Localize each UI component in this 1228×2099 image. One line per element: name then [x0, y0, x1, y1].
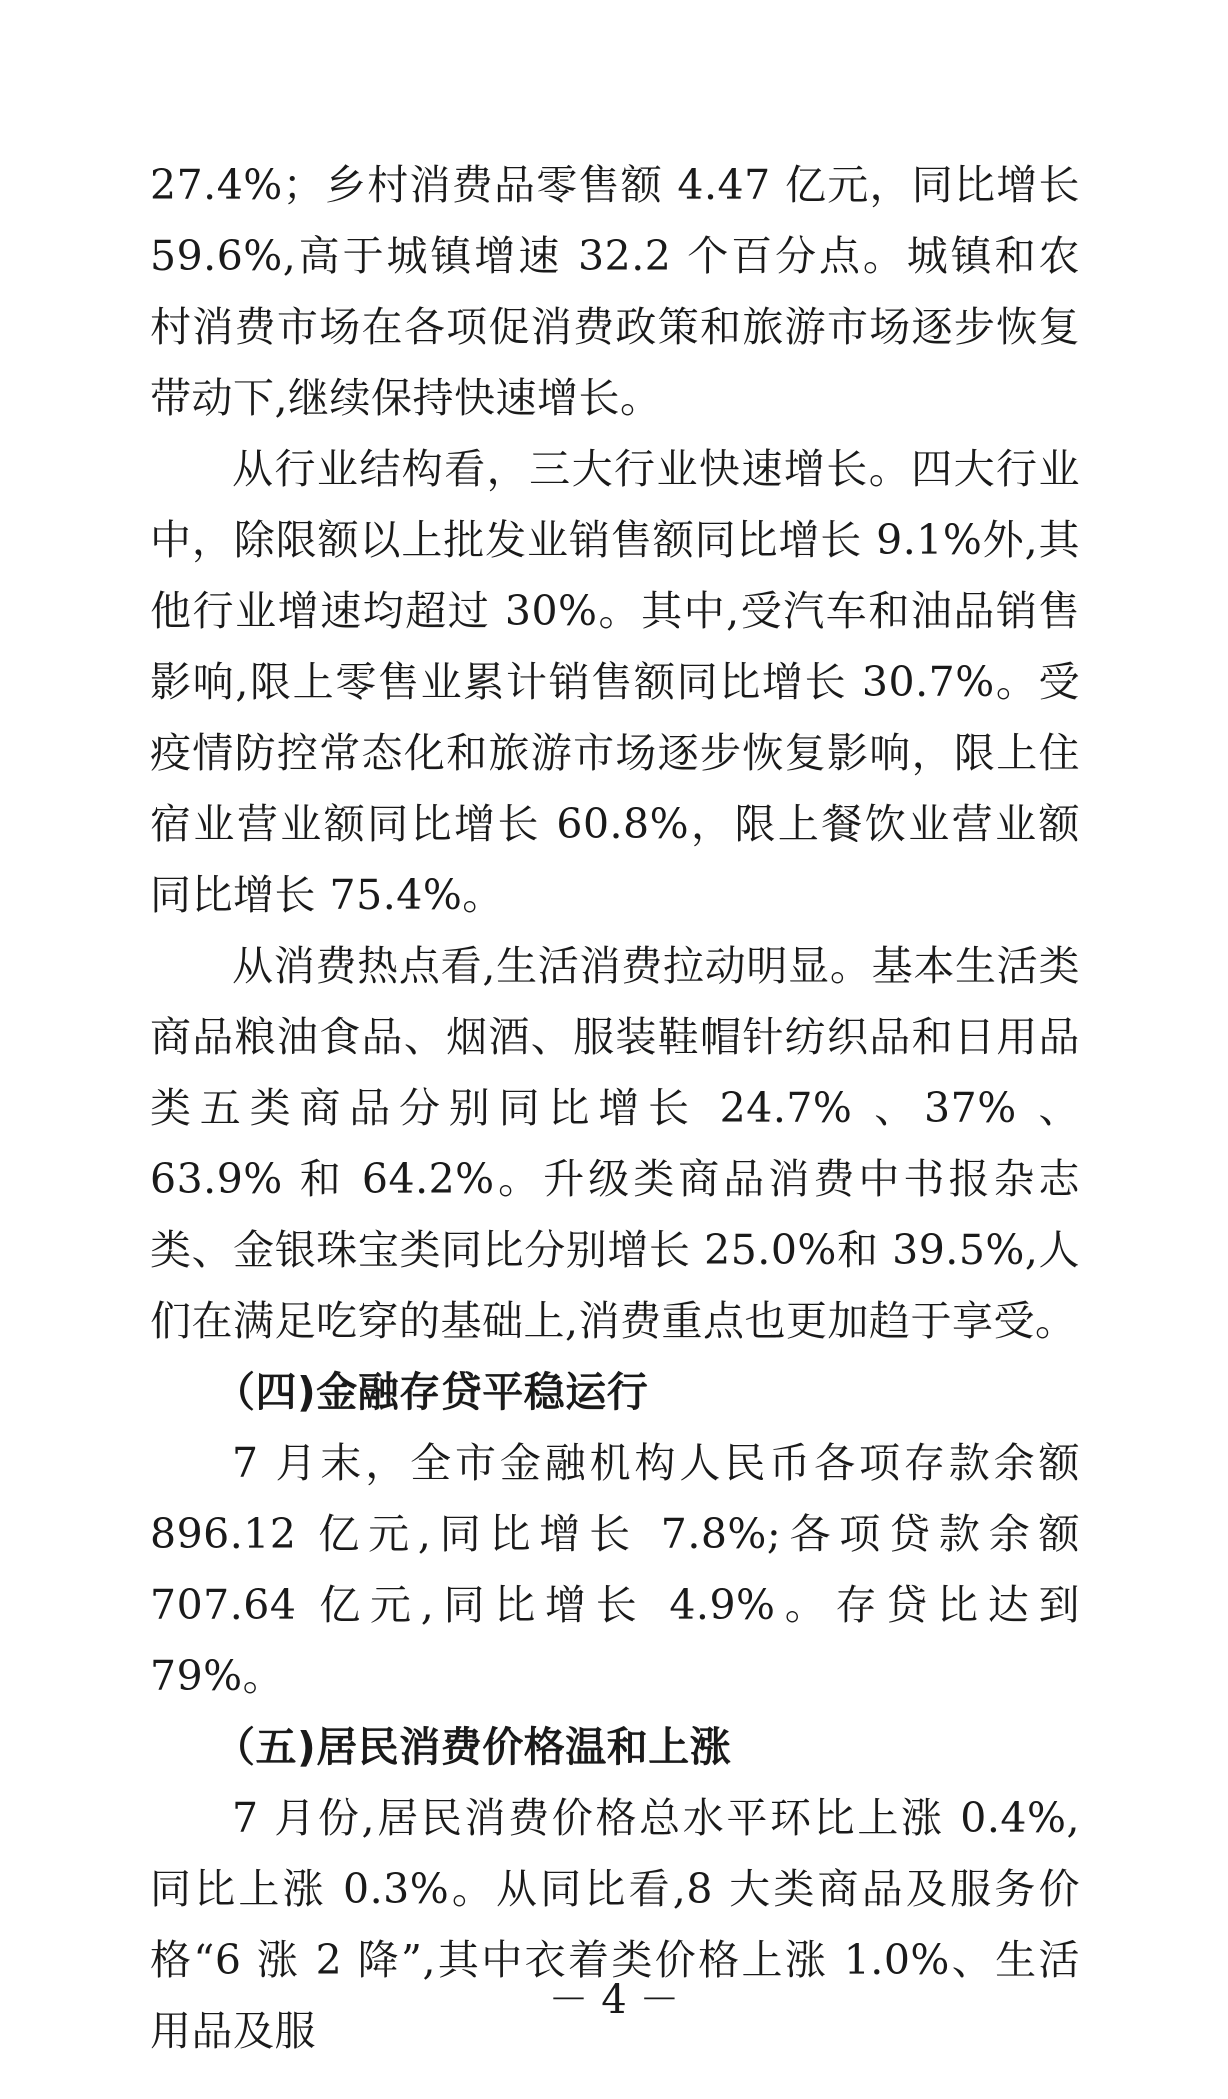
document-body	[150, 150, 1080, 2067]
paragraph-1: 27.4%；乡村消费品零售额 4.47 亿元，同比增长 59.6%,高于城镇增速 32.2 个百分点。城镇和农村消费市场在各项促消费政策和旅游市场逐步恢复带动下,继续保持快速增长。	[150, 161, 1080, 422]
paragraph-4: 7 月末，全市金融机构人民币各项存款余额 896.12 亿元,同比增长 7.8%;各项贷款余额 707.64 亿元,同比增长 4.9%。存贷比达到 79%。	[150, 1439, 1080, 1700]
page-number: － 4 －	[548, 1977, 680, 2023]
paragraph-5: 7 月份,居民消费价格总水平环比上涨 0.4%,同比上涨 0.3%。从同比看,8 大类商品及服务价格“6 涨 2 降”,其中衣着类价格上涨 1.0%、生活用品及服	[150, 1794, 1080, 2055]
paragraph-2: 从行业结构看，三大行业快速增长。四大行业中，除限额以上批发业销售额同比增长 9.1%外,其他行业增速均超过 30%。其中,受汽车和油品销售影响,限上零售业累计销售额同比增长 30.7%。受疫情防控常态化和旅游市场逐步恢复影响，限上住宿业营业额同比增长 60.8%，限上餐饮业营业额同比增长 75.4%。	[150, 445, 1080, 919]
section-heading-5: （五)居民消费价格温和上涨	[214, 1723, 732, 1771]
paragraph-3: 从消费热点看,生活消费拉动明显。基本生活类商品粮油食品、烟酒、服装鞋帽针纺织品和日用品类五类商品分别同比增长 24.7% 、37% 、63.9% 和 64.2%。升级类商品消费中书报杂志类、金银珠宝类同比分别增长 25.0%和 39.5%,人们在满足吃穿的基础上,消费重点也更加趋于享受。	[150, 942, 1080, 1345]
section-heading-4: （四)金融存贷平稳运行	[214, 1368, 649, 1416]
